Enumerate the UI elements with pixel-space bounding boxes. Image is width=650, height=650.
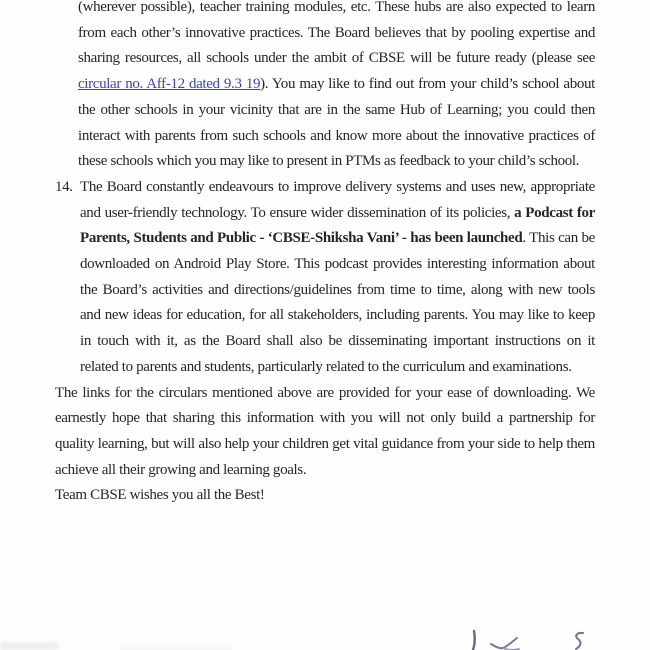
item14-text-after-bold: . This can be downloaded on Android Play Store. This podcast provides interesting information about the Board’s activities and directions/guidelines from time to time, along with new tools and new ideas for education, for all stakeholders, including parents. You may like to keep in touch with it, as the Board shall also be disseminating important instructions on it related to parents and students, particularly related to the curriculum and examinations. [80, 230, 595, 375]
item13-text-before-link: (wherever possible), teacher training modules, etc. These hubs are also expected to learn from each other’s innovative practices. The Board believes that by pooling expertise and sharing resources, all schools under the ambit of CBSE will be future ready (please see [78, 0, 595, 67]
item14-text-before-bold: The Board constantly endeavours to improve delivery systems and uses new, appropriate and user-friendly technology. To ensure wider dissemination of its policies, [80, 178, 595, 221]
signoff-line: Team CBSE wishes you all the Best! [55, 487, 265, 504]
scan-artifact-corner [0, 642, 58, 650]
signature-scribble [455, 618, 605, 650]
circular-aff12-link[interactable]: circular no. Aff-12 dated 9.3 19 [78, 76, 261, 93]
paragraph-item13-continuation [55, 0, 595, 175]
item14-bold-podcast-text: a Podcast for Parents, Students and Public - ‘CBSE-Shiksha Vani’ - has been launched [80, 204, 595, 247]
item14-list-number: 14. [55, 178, 73, 195]
scan-artifact-line [120, 647, 232, 649]
letter-body [55, 0, 595, 509]
item13-text-after-link: ). You may like to find out from your child’s school about the other schools in your vicinity that are in the same Hub of Learning; you could then interact with parents from such schools and know more about the innovative practices of these schools which you may like to present in PTMs as feedback to your child’s school. [78, 76, 595, 170]
closing-paragraph: The links for the circulars mentioned above are provided for your ease of downloading. We earnestly hope that sharing this information with you will not only build a partnership for quality learning, but will also help your children get vital guidance from your side to help them achieve all their growing and learning goals. [55, 384, 595, 478]
paragraph-item14 [55, 175, 595, 381]
